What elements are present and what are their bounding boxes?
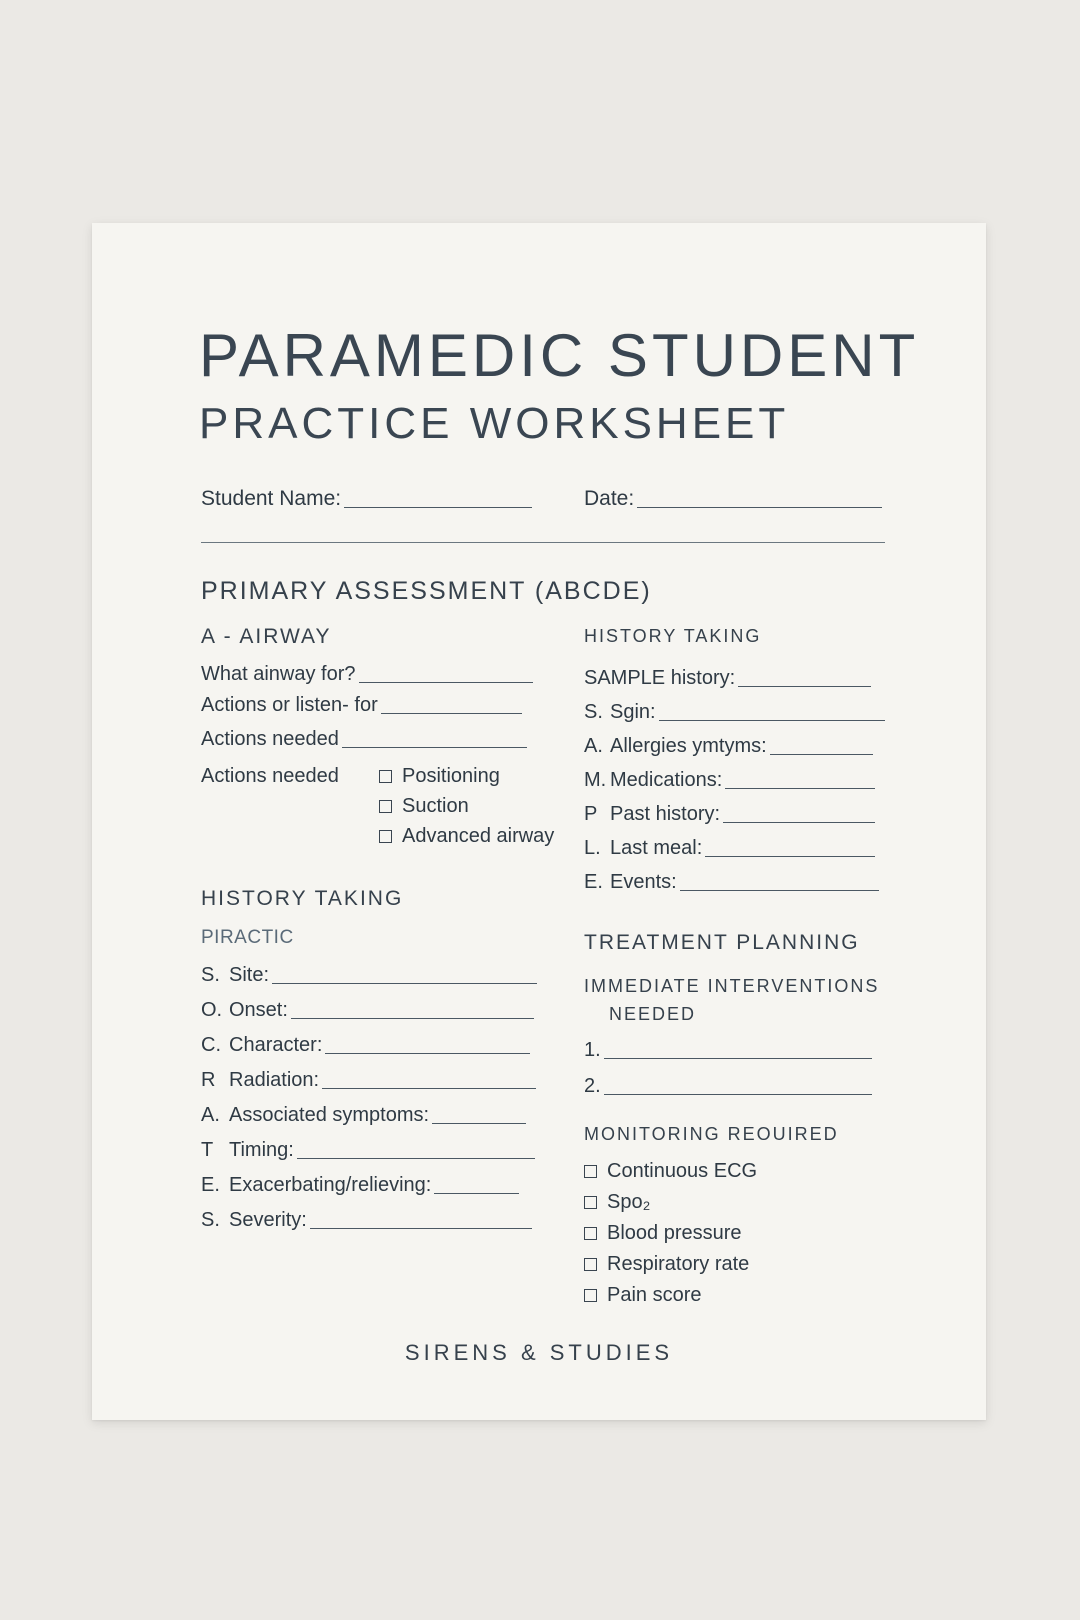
intervention-2[interactable] [584,1075,872,1098]
monitoring-checkbox[interactable] [584,1191,650,1214]
monitoring-checkbox[interactable] [584,1284,702,1307]
history-subheading: PIRACTIC [201,927,294,948]
sample-label: Medications: [610,769,723,791]
sample-line[interactable] [705,855,875,857]
history-line[interactable] [297,1157,535,1159]
checkbox-square[interactable] [379,770,392,783]
worksheet-page [92,223,986,1420]
history-label: Radiation: [229,1069,320,1091]
checkbox-label: Suction [402,795,469,817]
airway-field-label: Actions or listen- for [201,694,378,716]
sample-line[interactable] [725,787,875,789]
history-line[interactable] [291,1017,534,1019]
monitoring-label: Spo₂ [607,1191,651,1213]
checkbox-square[interactable] [584,1289,597,1302]
history-left-item[interactable] [201,1209,532,1232]
interventions-heading: IMMEDIATE INTERVENTIONS [584,976,880,996]
history-letter: C. [201,1034,221,1056]
checkbox-square[interactable] [584,1165,597,1178]
airway-field-3[interactable] [201,728,527,751]
sample-history-line[interactable] [738,685,871,687]
sample-line[interactable] [680,889,879,891]
sample-label: Last meal: [610,837,703,859]
intervention-number: 2. [584,1075,601,1097]
sample-letter: M. [584,769,607,791]
primary-assessment-heading: PRIMARY ASSESSMENT (ABCDE) [201,577,652,605]
history-label: Timing: [229,1139,294,1161]
history-left-item[interactable] [201,1034,530,1057]
sample-label: Sgin: [610,701,656,723]
airway-field-label: Actions needed [201,728,339,750]
history-letter: T [201,1139,214,1161]
airway-field-line[interactable] [381,712,522,714]
monitoring-checkbox[interactable] [584,1222,742,1245]
history-left-item[interactable] [201,1174,519,1197]
monitoring-label: Blood pressure [607,1222,742,1244]
history-taking-right-heading: HISTORY TAKING [584,626,762,646]
history-letter: E. [201,1174,220,1196]
sample-letter: E. [584,871,603,893]
monitoring-checkbox[interactable] [584,1253,749,1276]
history-label: Associated symptoms: [229,1104,430,1126]
history-left-item[interactable] [201,1104,526,1127]
monitoring-heading: MONITORING REOUIRED [584,1124,839,1144]
airway-field-label: What ainway for? [201,663,356,685]
monitoring-label: Pain score [607,1284,702,1306]
intervention-line[interactable] [604,1057,872,1059]
sample-label: Events: [610,871,677,893]
sample-item[interactable] [584,871,879,894]
sample-line[interactable] [770,753,873,755]
history-left-item[interactable] [201,964,537,987]
airway-field-line[interactable] [359,681,533,683]
history-line[interactable] [322,1087,536,1089]
sample-item[interactable] [584,803,875,826]
title-line-2: PRACTICE WORKSHEET [199,399,790,448]
sample-letter: L. [584,837,601,859]
sample-line[interactable] [659,719,885,721]
history-label: Onset: [229,999,288,1021]
date-field[interactable] [584,487,882,511]
history-label: Severity: [229,1209,307,1231]
history-left-item[interactable] [201,1069,536,1092]
history-left-item[interactable] [201,999,534,1022]
student-name-field[interactable] [201,487,532,511]
title-line-1: PARAMEDIC STUDENT [199,322,920,389]
airway-heading: A - AIRWAY [201,625,332,648]
monitoring-checkbox[interactable] [584,1160,757,1183]
checkbox-square[interactable] [379,800,392,813]
sample-item[interactable] [584,701,885,724]
monitoring-label: Continuous ECG [607,1160,758,1182]
airway-field-line[interactable] [342,746,527,748]
date-line[interactable] [637,506,882,508]
history-letter: A. [201,1104,220,1126]
monitoring-label: Respiratory rate [607,1253,750,1275]
sample-letter: P [584,803,598,825]
checkbox-square[interactable] [379,830,392,843]
history-letter: O. [201,999,223,1021]
history-left-item[interactable] [201,1139,535,1162]
intervention-1[interactable] [584,1039,872,1062]
checkbox-square[interactable] [584,1258,597,1271]
history-letter: R [201,1069,216,1091]
airway-field-2[interactable] [201,694,522,717]
history-letter: S. [201,1209,220,1231]
checkbox-square[interactable] [584,1227,597,1240]
history-line[interactable] [432,1122,526,1124]
checkbox-square[interactable] [584,1196,597,1209]
sample-label: Past history: [610,803,721,825]
treatment-planning-heading: TREATMENT PLANNING [584,931,860,954]
sample-item[interactable] [584,837,875,860]
date-label: Date: [584,487,635,510]
sample-history-label: SAMPLE history: [584,667,736,689]
history-line[interactable] [272,982,537,984]
checkbox-label: Advanced airway [402,825,555,847]
airway-field-1[interactable] [201,663,533,686]
intervention-number: 1. [584,1039,601,1061]
history-letter: S. [201,964,220,986]
checkbox-suction[interactable] [379,795,469,818]
sample-letter: A. [584,735,603,757]
sample-line[interactable] [723,821,875,823]
header-divider [201,542,885,543]
history-label: Exacerbating/relieving: [229,1174,432,1196]
history-line[interactable] [325,1052,530,1054]
history-label: Site: [229,964,270,986]
history-line[interactable] [310,1227,532,1229]
checkbox-label: Positioning [402,765,500,787]
sample-letter: S. [584,701,603,723]
sample-item[interactable] [584,735,873,758]
footer-brand: SIRENS & STUDIES [404,1340,674,1365]
checkbox-advanced-airway[interactable] [379,825,554,848]
history-line[interactable] [434,1192,519,1194]
airway-actions-label: Actions needed [201,765,339,787]
sample-item[interactable] [584,769,875,792]
intervention-line[interactable] [604,1093,872,1095]
student-name-label: Student Name: [201,487,342,510]
checkbox-positioning[interactable] [379,765,500,788]
interventions-heading-cont: NEEDED [609,1004,697,1024]
history-label: Character: [229,1034,323,1056]
sample-label: Allergies ymtyms: [610,735,767,757]
student-name-line[interactable] [344,506,532,508]
sample-history-field[interactable] [584,667,871,690]
history-taking-left-heading: HISTORY TAKING [201,887,404,910]
